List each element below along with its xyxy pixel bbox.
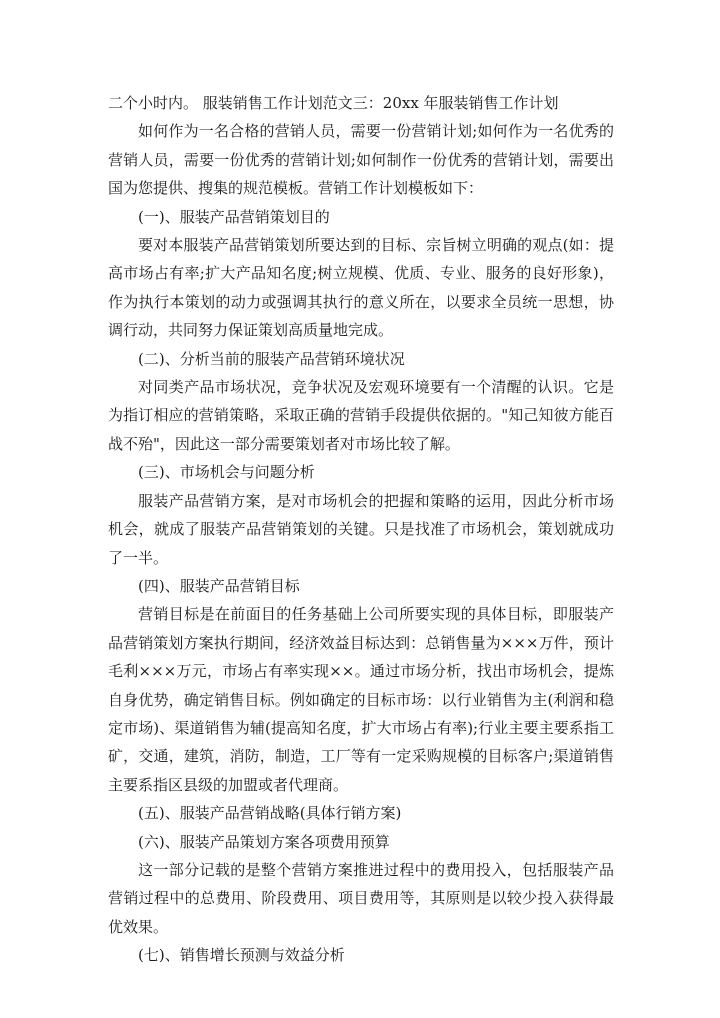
- section-heading-7: (七)、销售增长预测与效益分析: [138, 946, 345, 965]
- paragraph-section-4: 营销目标是在前面目的任务基础上公司所要实现的具体目标，即服装产品营销策划方案执行期间，经济效益目标达到：总销售量为×××万件，预计毛利×××万元，市场占有率实现××。通过市场分析，找出市场机会，提炼自身优势，确定销售目标。例如确定的目标市场：以行业销售为主(利润和稳定市场)、渠道销售为辅(提高知名度，扩大市场占有率);行业主要主要系指工矿，交通，建筑，消防，制造，工厂等有一定采购规模的目标客户;渠道销售主要系指区县级的加盟或者代理商。: [108, 605, 614, 794]
- section-heading-6: (六)、服装产品策划方案各项费用预算: [138, 832, 390, 851]
- paragraph-section-6: 这一部分记载的是整个营销方案推进过程中的费用投入，包括服装产品营销过程中的总费用、阶段费用、项目费用等，其原则是以较少投入获得最优效果。: [108, 860, 614, 936]
- paragraph-section-3: 服装产品营销方案，是对市场机会的把握和策略的运用，因此分析市场机会，就成了服装产品营销策划的关键。只是找准了市场机会，策划就成功了一半。: [108, 491, 614, 567]
- paragraph-section-1: 要对本服装产品营销策划所要达到的目标、宗旨树立明确的观点(如：提高市场占有率;扩大产品知名度;树立规模、优质、专业、服务的良好形象)，作为执行本策划的动力或强调其执行的意义所在，以要求全员统一思想，协调行动，共同努力保证策划高质量地完成。: [108, 236, 614, 340]
- paragraph-intro: 如何作为一名合格的营销人员，需要一份营销计划;如何作为一名优秀的营销人员，需要一份优秀的营销计划;如何制作一份优秀的营销计划，需要出国为您提供、搜集的规范模板。营销工作计划模板如下：: [108, 122, 614, 198]
- paragraph-section-2: 对同类产品市场状况，竞争状况及宏观环境要有一个清醒的认识。它是为指订相应的营销策略，采取正确的营销手段提供依据的。"知己知彼方能百战不殆"，因此这一部分需要策划者对市场比较了解。: [108, 378, 614, 453]
- section-heading-2: (二)、分析当前的服装产品营销环境状况: [138, 349, 405, 368]
- section-heading-5: (五)、服装产品营销战略(具体行销方案): [138, 804, 402, 823]
- section-heading-4: (四)、服装产品营销目标: [138, 576, 300, 595]
- intro-line: 二个小时内。 服装销售工作计划范文三：20xx 年服装销售工作计划: [108, 94, 559, 112]
- section-heading-1: (一)、服装产品营销策划目的: [138, 207, 330, 226]
- document-body: [108, 89, 614, 970]
- section-heading-3: (三)、市场机会与问题分析: [138, 463, 315, 482]
